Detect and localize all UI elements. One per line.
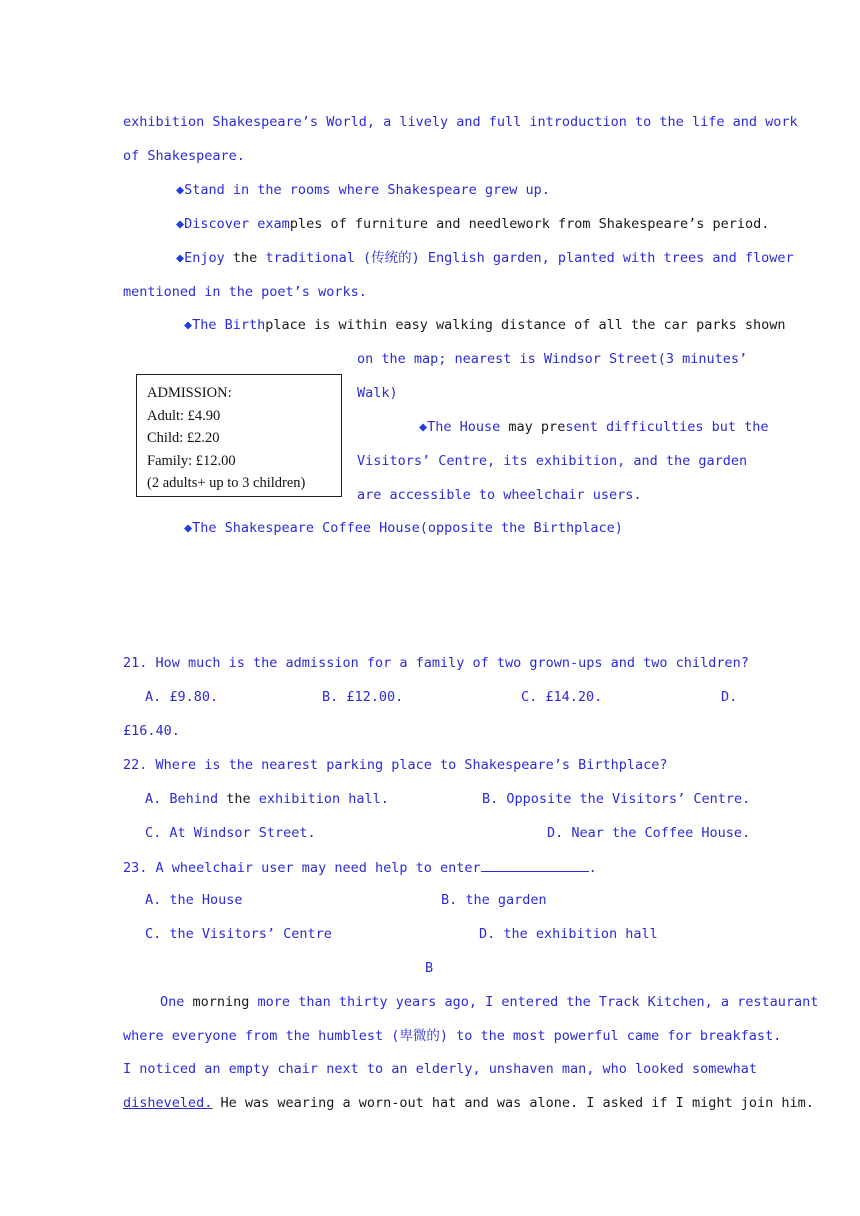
q22-option-a: A. Behind the exhibition hall.: [145, 791, 389, 807]
bullet-enjoy-cont: mentioned in the poet’s works.: [123, 284, 367, 300]
q21-option-c: C. £14.20.: [521, 689, 603, 705]
section-b-para-line-4: disheveled. He was wearing a worn-out hat and was alone. I asked if I might join him.: [123, 1095, 814, 1111]
bullet-house: ◆The House may present difficulties but the: [419, 419, 769, 435]
diamond-bullet-icon: ◆: [419, 419, 428, 435]
bullet-coffee-house: ◆The Shakespeare Coffee House(opposite the Birthplace): [184, 520, 623, 536]
admission-child: Child: £2.20: [147, 430, 220, 447]
admission-note: (2 adults+ up to 3 children): [147, 475, 306, 492]
diamond-bullet-icon: ◆: [176, 250, 185, 266]
admission-title: ADMISSION:: [147, 385, 232, 401]
q22-option-d: D. Near the Coffee House.: [547, 825, 751, 841]
question-22: 22. Where is the nearest parking place to Shakespeare’s Birthplace?: [123, 757, 668, 773]
admission-adult: Adult: £4.90: [147, 407, 221, 424]
bullet-birthplace-cont: on the map; nearest is Windsor Street(3 minutes’: [357, 351, 748, 367]
bullet-enjoy: ◆Enjoy the traditional (传统的) English garden, planted with trees and flower: [176, 250, 794, 266]
diamond-bullet-icon: ◆: [176, 182, 185, 198]
diamond-bullet-icon: ◆: [184, 520, 193, 536]
diamond-bullet-icon: ◆: [176, 216, 185, 232]
q21-option-d-value: £16.40.: [123, 723, 180, 739]
section-b-para-line-3: I noticed an empty chair next to an elderly, unshaven man, who looked somewhat: [123, 1061, 757, 1077]
q23-option-b: B. the garden: [441, 892, 547, 908]
bullet-birthplace: ◆The Birthplace is within easy walking distance of all the car parks shown: [184, 317, 786, 333]
answer-blank: [481, 857, 589, 872]
question-21: 21. How much is the admission for a family of two grown-ups and two children?: [123, 655, 749, 671]
q21-option-d: D.: [721, 689, 738, 705]
bullet-house-cont-2: are accessible to wheelchair users.: [357, 487, 642, 503]
bullet-birthplace-cont-2: Walk): [357, 385, 398, 401]
bullet-house-cont: Visitors’ Centre, its exhibition, and the garden: [357, 453, 748, 469]
q23-option-c: C. the Visitors’ Centre: [145, 926, 332, 942]
intro-line-1: exhibition Shakespeare’s World, a lively and full introduction to the life and work: [123, 114, 798, 130]
q23-option-a: A. the House: [145, 892, 243, 908]
bullet-discover: ◆Discover examples of furniture and needlework from Shakespeare’s period.: [176, 216, 770, 232]
admission-family: Family: £12.00: [147, 452, 236, 469]
section-b-para-line-1: One morning more than thirty years ago, I entered the Track Kitchen, a restaurant: [160, 994, 819, 1010]
intro-line-2: of Shakespeare.: [123, 148, 245, 164]
diamond-bullet-icon: ◆: [184, 317, 193, 333]
admission-box: [136, 374, 342, 497]
bullet-stand-rooms: ◆Stand in the rooms where Shakespeare grew up.: [176, 182, 550, 198]
q22-option-b: B. Opposite the Visitors’ Centre.: [482, 791, 751, 807]
q21-option-b: B. £12.00.: [322, 689, 404, 705]
q23-option-d: D. the exhibition hall: [479, 926, 658, 942]
section-b-para-line-2: where everyone from the humblest (卑微的) to the most powerful came for breakfast.: [123, 1028, 782, 1044]
question-23: 23. A wheelchair user may need help to enter .: [123, 857, 597, 878]
q21-option-a: A. £9.80.: [145, 689, 219, 705]
q22-option-c: C. At Windsor Street.: [145, 825, 316, 841]
section-b-heading: B: [425, 960, 434, 976]
